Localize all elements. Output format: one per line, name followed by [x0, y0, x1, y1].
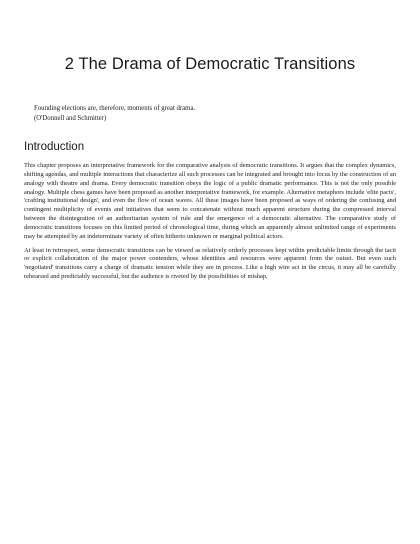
paragraph: This chapter proposes an interpretative framework for the comparative analysis of democratic transitions. It argues that the complex dynamics, shifting agendas, and multiple interactions that characterize all such processes can be integrated and brought into focus by the construction of an analogy with theatre and drama. Every democratic transition obeys the logic of a public dramatic performance. This is not the only possible analogy. Multiple chess games have been proposed as another interpretative framework, for example. Alternative metaphors include 'elite pacts', 'crafting institutional design', and even the flow of ocean waves. All these images have been proposed as ways of ordering the confusing and contingent multiplicity of events and initiatives that seem to concatenate without much apparent structure during the compressed interval between the disintegration of an authoritarian system of rule and the emergence of a democratic alternative. The comparative study of democratic transitions focuses on this limited period of chronological time, during which an apparently almost unlimited range of experiments may be attempted by an indeterminate variety of often hitherto unknown or marginal political actors.: [24, 162, 396, 240]
epigraph-quote: Founding elections are, therefore, moments of great drama.: [34, 105, 196, 112]
epigraph-attribution: (O'Donnell and Schmitter): [34, 114, 107, 122]
paragraph: At least in retrospect, some democratic transitions can be viewed as relatively orderly processes kept within predictable limits through the tacit or explicit collaboration of the major power contenders, whose identities and resources were apparent from the outset. But even such 'negotiated' transitions carry a charge of dramatic tension while they are in process. Like a high wire act in the circus, it may all be carefully rehearsed and predictably successful, but the audience is riveted by the possibilities of mishap,: [24, 246, 396, 281]
section-heading: Introduction: [24, 141, 85, 153]
body-text: [24, 162, 396, 287]
epigraph: [34, 104, 374, 123]
chapter-title: 2 The Drama of Democratic Transitions: [64, 55, 356, 73]
